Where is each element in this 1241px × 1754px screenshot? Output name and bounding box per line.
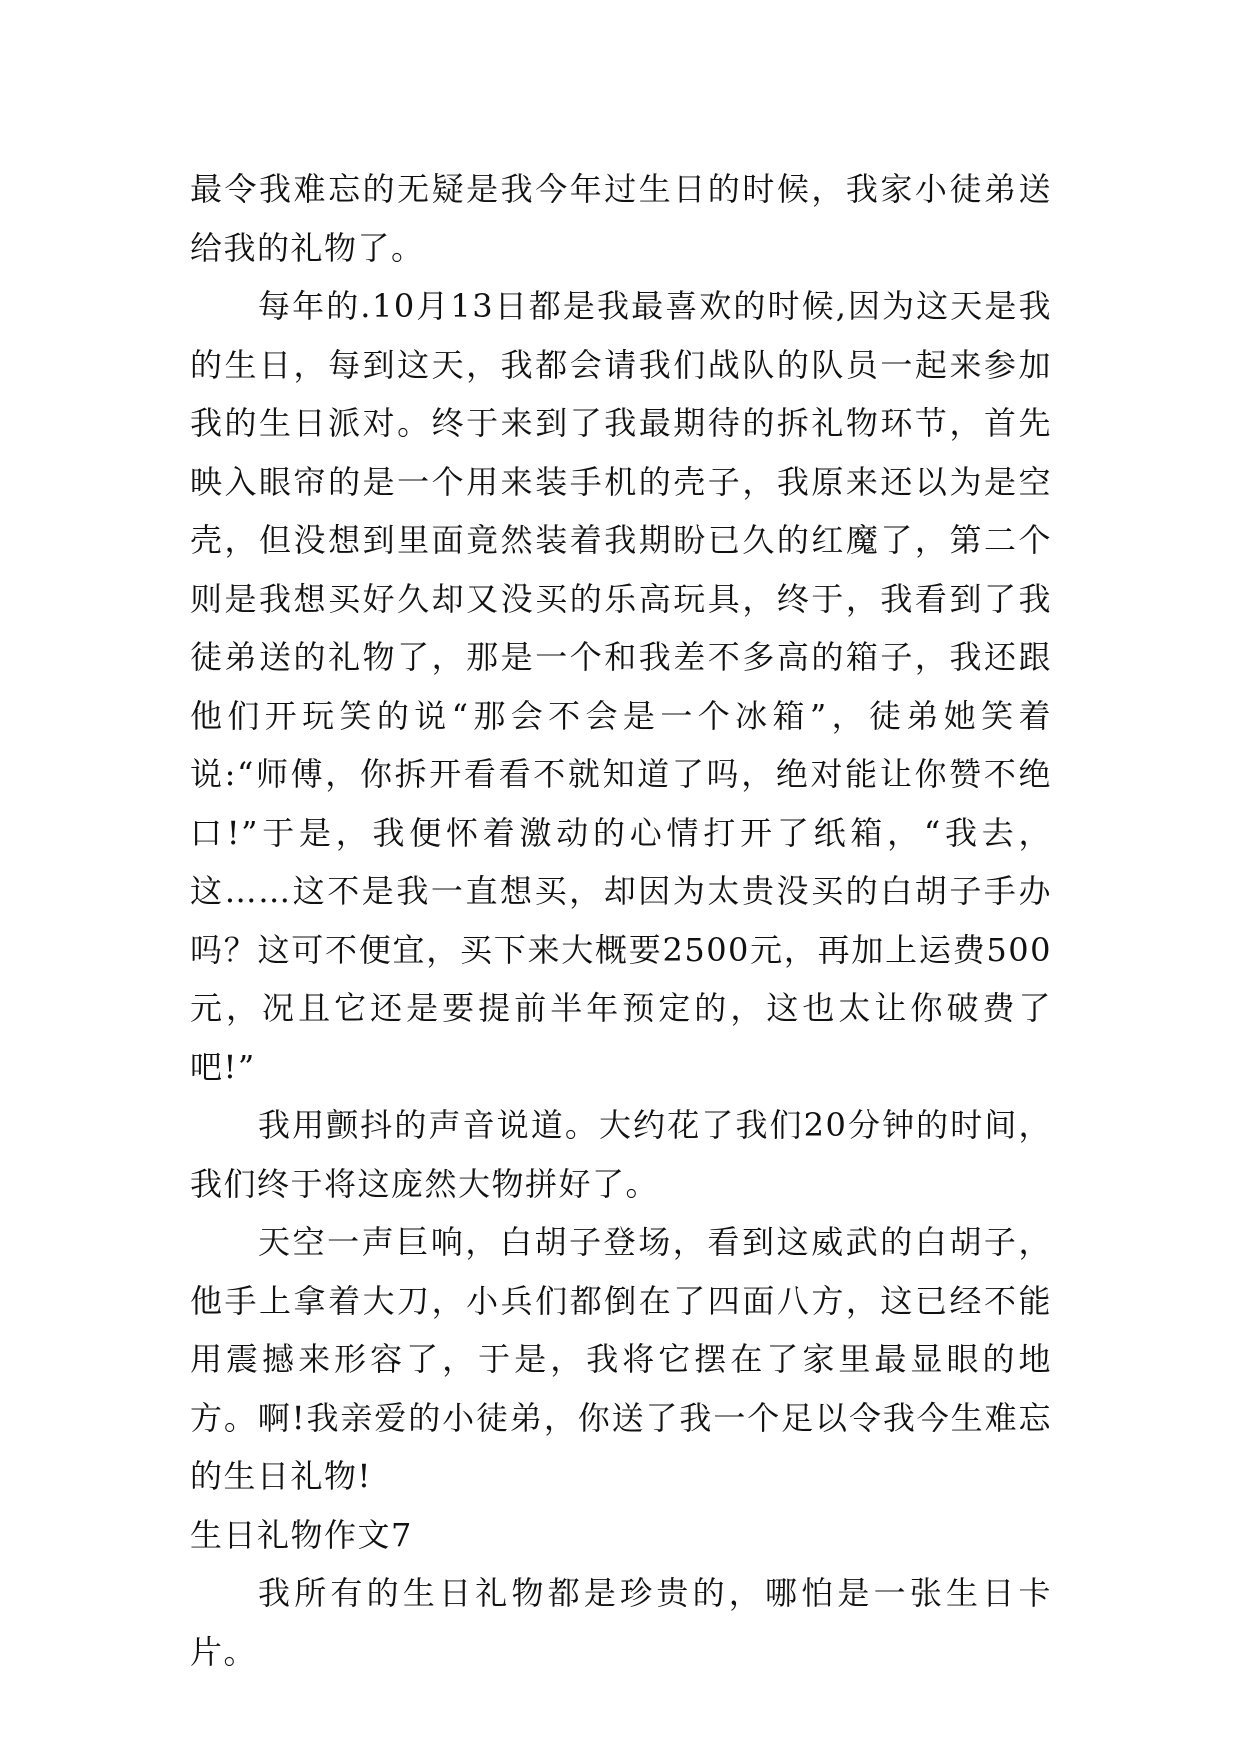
- paragraph-4: 天空一声巨响，白胡子登场，看到这威武的白胡子，他手上拿着大刀，小兵们都倒在了四面八方，这已经不能用震撼来形容了，于是，我将它摆在了家里最显眼的地方。啊!我亲爱的小徒弟，你送了我一个足以令我今生难忘的生日礼物!: [190, 1223, 1052, 1495]
- document-body: [190, 160, 1052, 1681]
- paragraph-1: 最令我难忘的无疑是我今年过生日的时候，我家小徒弟送给我的礼物了。: [190, 170, 1052, 267]
- section-title: 生日礼物作文7: [190, 1515, 413, 1554]
- final-paragraph: 我所有的生日礼物都是珍贵的，哪怕是一张生日卡片。: [190, 1574, 1052, 1671]
- paragraph-3: 我用颤抖的声音说道。大约花了我们20分钟的时间，我们终于将这庞然大物拼好了。: [190, 1106, 1052, 1203]
- paragraph-2: 每年的.10月13日都是我最喜欢的时候,因为这天是我的生日，每到这天，我都会请我们战队的队员一起来参加我的生日派对。终于来到了我最期待的拆礼物环节，首先映入眼帘的是一个用来装手机的壳子，我原来还以为是空壳，但没想到里面竟然装着我期盼已久的红魔了，第二个则是我想买好久却又没买的乐高玩具，终于，我看到了我徒弟送的礼物了，那是一个和我差不多高的箱子，我还跟他们开玩笑的说“那会不会是一个冰箱”，徒弟她笑着说:“师傅，你拆开看看不就知道了吗，绝对能让你赞不绝口!”于是，我便怀着激动的心情打开了纸箱，“我去，这……这不是我一直想买，却因为太贵没买的白胡子手办吗？这可不便宜，买下来大概要2500元，再加上运费500元，况且它还是要提前半年预定的，这也太让你破费了吧!”: [190, 287, 1052, 1086]
